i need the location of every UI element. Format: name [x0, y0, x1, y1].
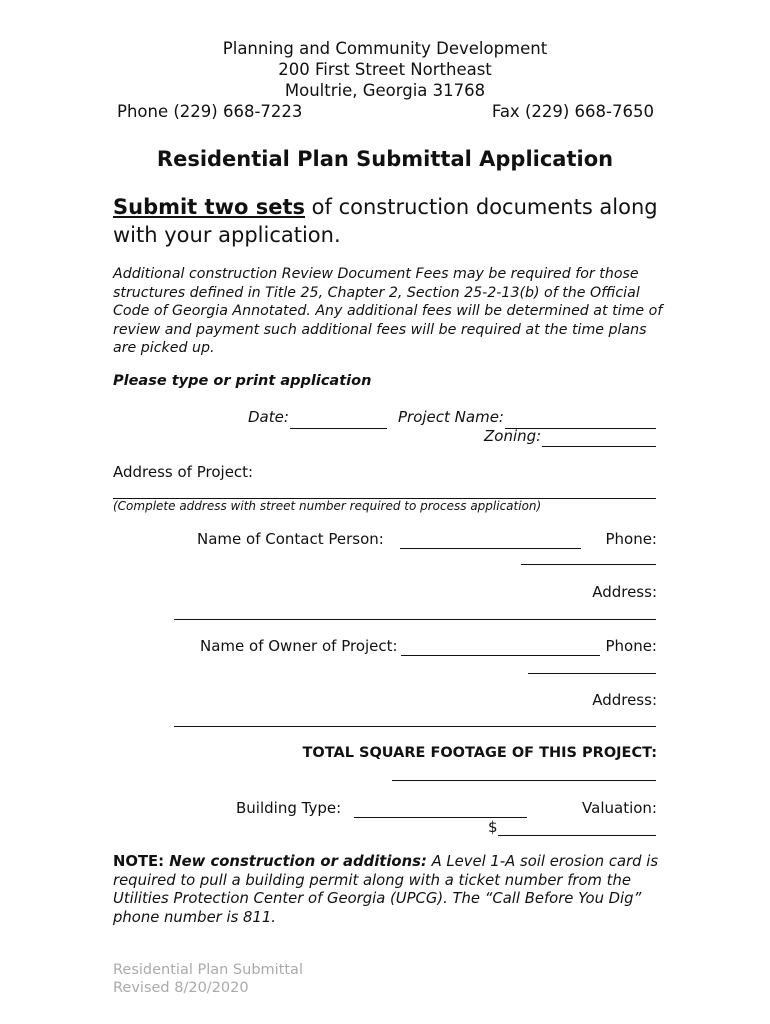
building-type-input[interactable] — [354, 799, 527, 818]
header-street: 200 First Street Northeast — [278, 60, 492, 79]
owner-address-input[interactable] — [174, 708, 656, 727]
erosion-note — [113, 853, 673, 927]
note-body: A Level 1-A soil erosion card is required to pull a building permit along with a ticket number from the Utilities Protection Center of Georgia (UPCG). The “Call Before You Dig” phone number is 811. — [113, 853, 659, 926]
contact-phone-label: Phone: — [605, 530, 657, 548]
project-address-label: Address of Project: — [113, 463, 254, 481]
submit-emphasis: Submit two sets — [113, 195, 305, 219]
header-city: Moultrie, Georgia 31768 — [284, 81, 486, 100]
date-label: Date: — [248, 408, 289, 426]
contact-address-input[interactable] — [174, 601, 656, 620]
fees-notice: Additional construction Review Document Fees may be required for those structures defined in Title 25, Chapter 2, Section 25-2-13(b) of the Official Code of Georgia Annotated. Any additional fees will be determined at time of review and payment such additional fees will be required at the time plans are picked up. — [113, 266, 663, 356]
submit-instruction — [113, 193, 673, 249]
owner-name-input[interactable] — [401, 637, 600, 656]
header-department: Planning and Community Development — [222, 39, 548, 58]
contact-address-label: Address: — [592, 583, 657, 601]
owner-name-label: Name of Owner of Project: — [200, 637, 398, 655]
type-print-instruction: Please type or print application — [113, 373, 372, 389]
page-title: Residential Plan Submittal Application — [156, 147, 614, 171]
dollar-sign: $ — [488, 818, 498, 836]
valuation-input[interactable] — [498, 817, 656, 836]
note-emphasis: New construction or additions: — [164, 853, 427, 870]
footer-revision: Revised 8/20/2020 — [113, 980, 249, 996]
project-name-label: Project Name: — [398, 408, 504, 426]
zoning-label: Zoning: — [484, 427, 542, 445]
square-footage-label: TOTAL SQUARE FOOTAGE OF THIS PROJECT: — [302, 745, 657, 761]
footer-form-name: Residential Plan Submittal — [113, 962, 303, 978]
owner-phone-input[interactable] — [528, 655, 656, 674]
owner-phone-label: Phone: — [605, 637, 657, 655]
contact-name-label: Name of Contact Person: — [197, 530, 384, 548]
zoning-input[interactable] — [542, 428, 656, 447]
date-input[interactable] — [290, 410, 387, 429]
header-fax: Fax (229) 668-7650 — [491, 102, 654, 121]
contact-phone-input[interactable] — [521, 546, 656, 565]
header-phone: Phone (229) 668-7223 — [117, 102, 303, 121]
valuation-label: Valuation: — [582, 799, 657, 817]
owner-address-label: Address: — [592, 691, 657, 709]
square-footage-input[interactable] — [392, 762, 656, 781]
building-type-label: Building Type: — [236, 799, 342, 817]
project-address-input[interactable] — [113, 480, 656, 499]
submit-rest: of construction documents along with your application. — [113, 195, 658, 247]
project-address-hint: (Complete address with street number required to process application) — [113, 499, 542, 513]
note-lead: NOTE: — [113, 853, 165, 870]
